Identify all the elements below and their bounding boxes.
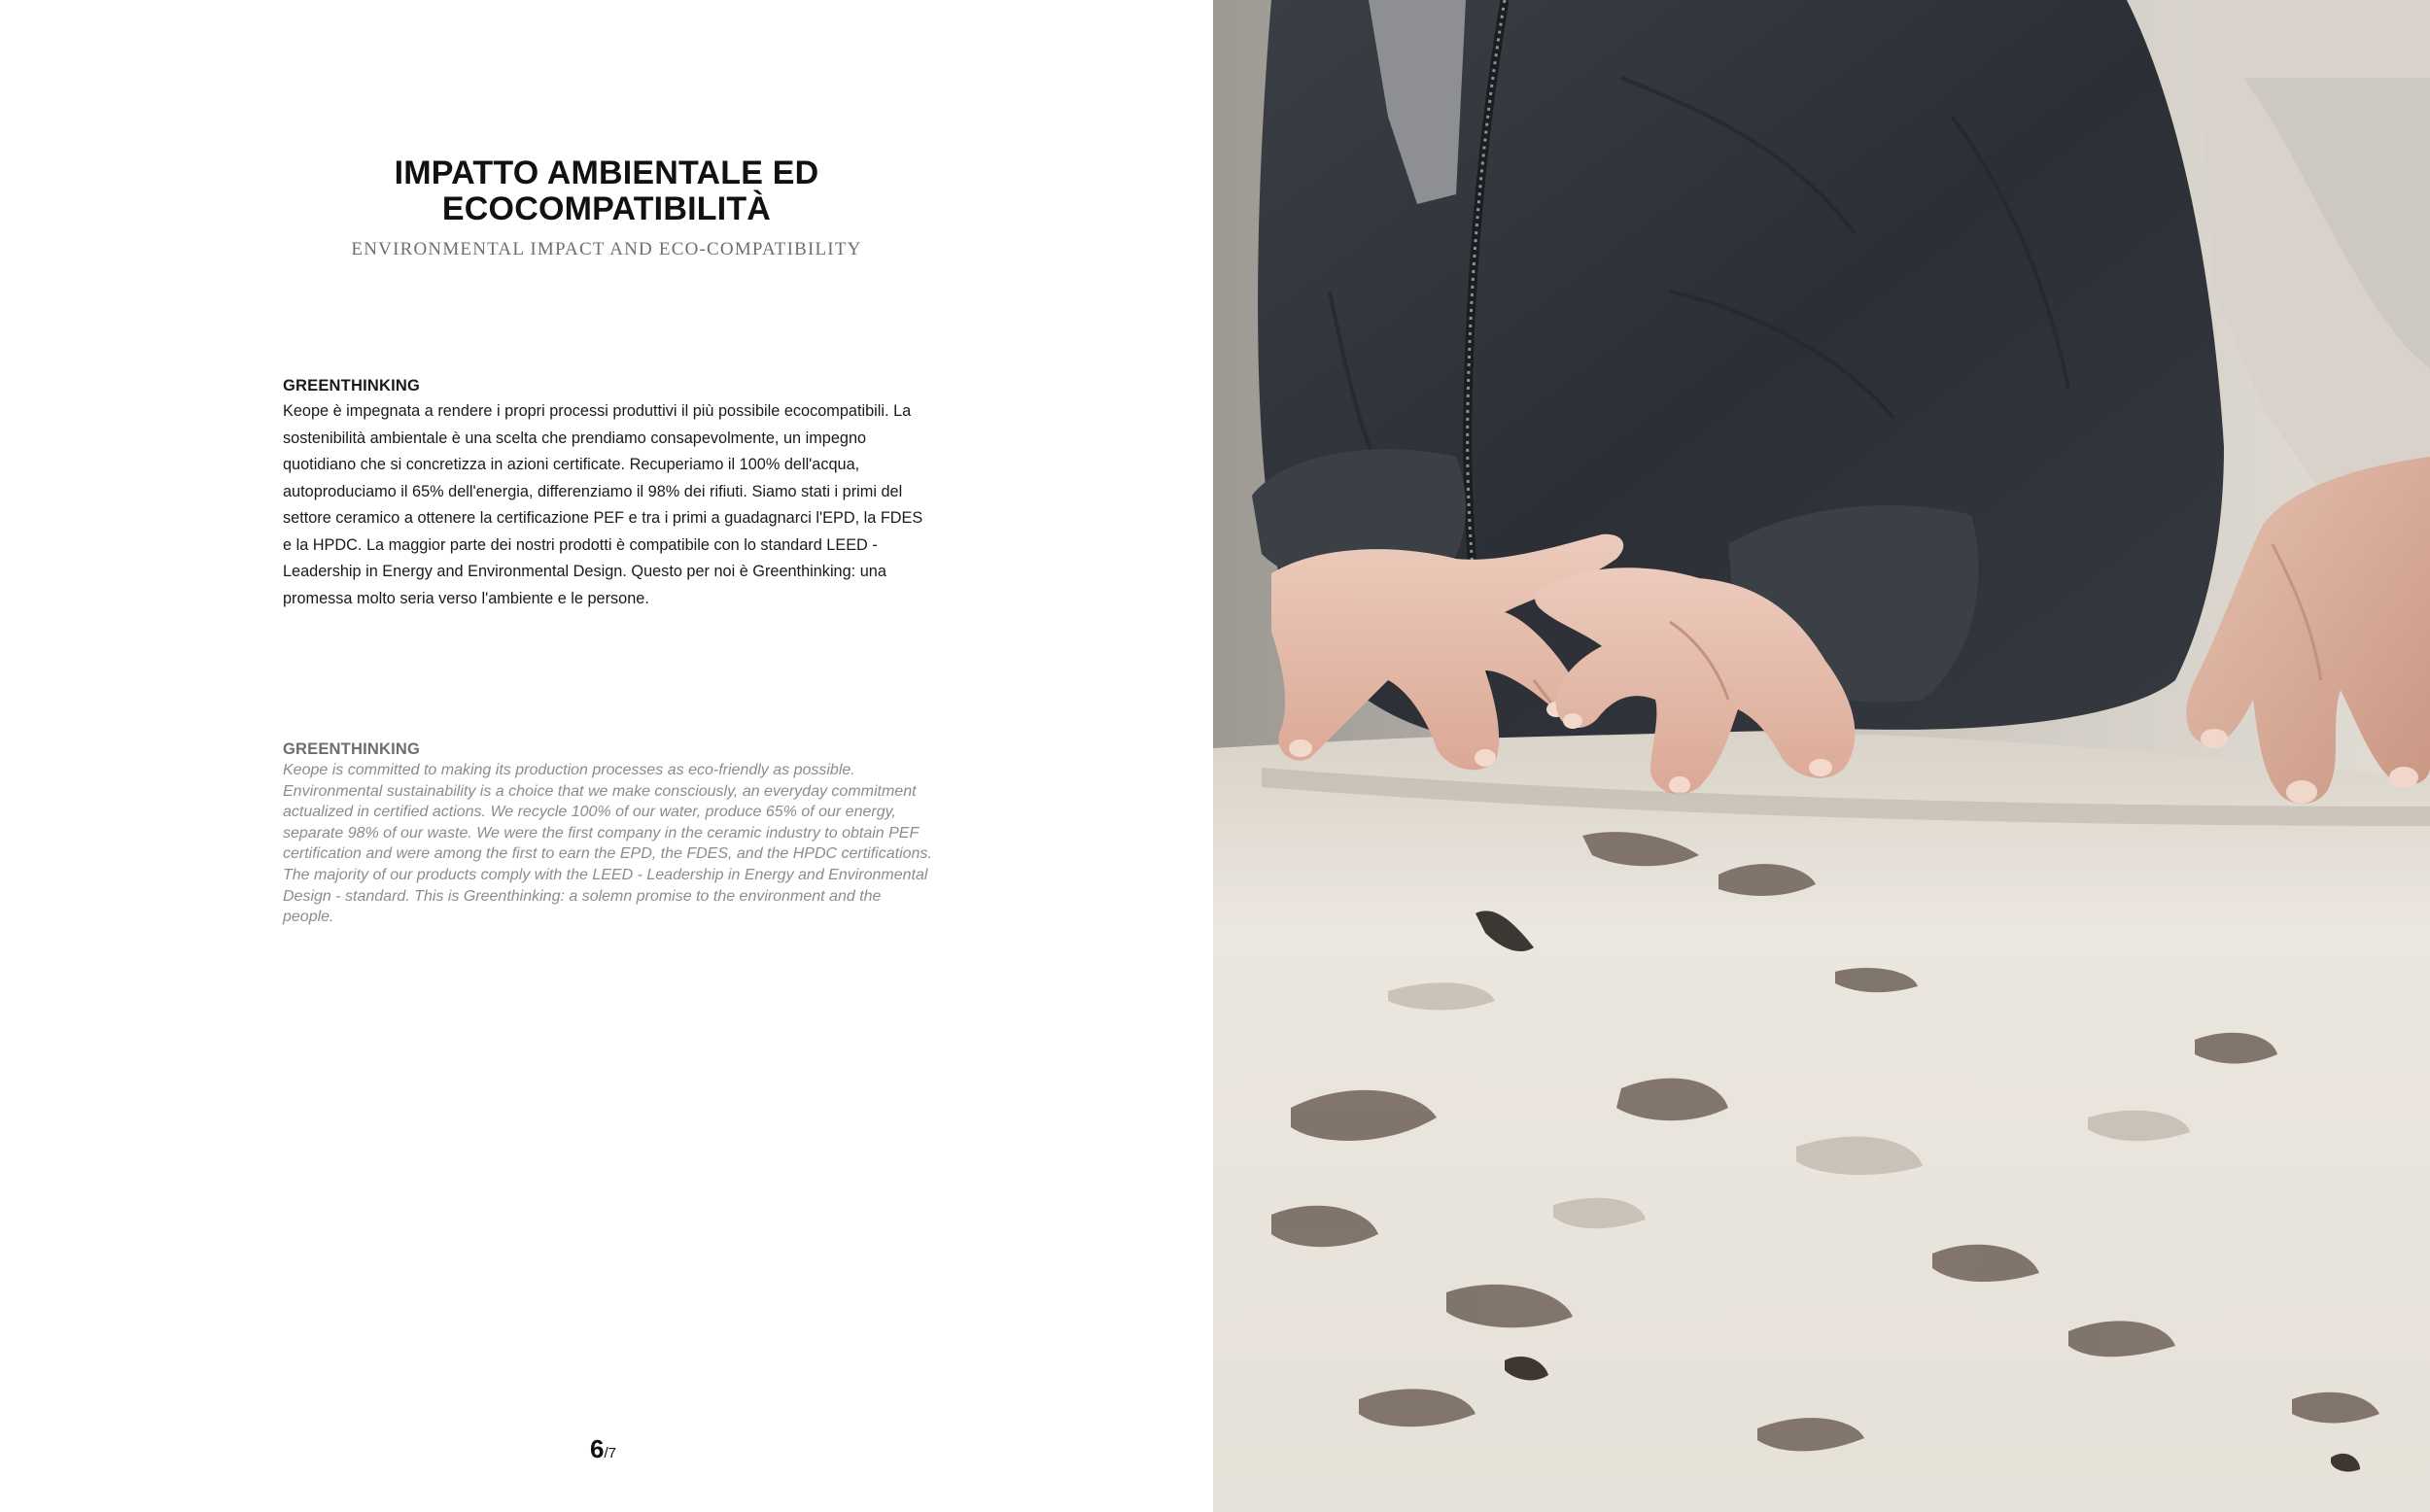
text-page <box>0 0 1213 1512</box>
italian-section-body: Keope è impegnata a rendere i propri processi produttivi il più possibile ecocompatibili. La sostenibilità ambientale è una scelta che prendiamo consapevolmente, un impegno quotidiano che si concretizza in azioni certificate. Recuperiamo il 100% dell'acqua, autoproduciamo il 65% dell'energia, differenziamo il 98% dei rifiuti. Siamo stati i primi del settore ceramico a ottenere la certificazione PEF e tra i primi a guadagnarci l'EPD, la FDES e la HPDC. La maggior parte dei nostri prodotti è compatibile con lo standard LEED - Leadership in Energy and Environmental Design. Questo per noi è Greenthinking: una promessa molto seria verso l'ambiente e le persone. <box>283 402 923 607</box>
italian-section-heading: GREENTHINKING <box>283 377 421 395</box>
page-number-current: 6 <box>590 1434 605 1463</box>
english-section-heading: GREENTHINKING <box>283 740 421 758</box>
page-number <box>590 1434 616 1464</box>
page-title: IMPATTO AMBIENTALE ED ECOCOMPATIBILITÀ <box>394 155 819 227</box>
english-section <box>283 739 934 928</box>
english-section-body: Keope is committed to making its production processes as eco-friendly as possible. Environmental sustainability is a choice that we make consciously, an everyday commitment actualized in certified actions. We recycle 100% of our water, produce 65% of our energy, separate 98% of our waste. We were the first company in the ceramic industry to obtain PEF certification and were among the first to earn the EPD, the FDES, and the HPDC certifications. The majority of our products comply with the LEED - Leadership in Energy and Environmental Design - standard. This is Greenthinking: a solemn promise to the environment and the people. <box>283 762 932 926</box>
photo-illustration <box>1213 0 2430 1512</box>
title-block <box>0 155 1213 260</box>
page-subtitle: ENVIRONMENTAL IMPACT AND ECO-COMPATIBILITY <box>351 239 862 259</box>
page-number-total: /7 <box>604 1445 616 1461</box>
hands-on-marble-photo <box>1213 0 2430 1512</box>
italian-section <box>283 373 934 612</box>
